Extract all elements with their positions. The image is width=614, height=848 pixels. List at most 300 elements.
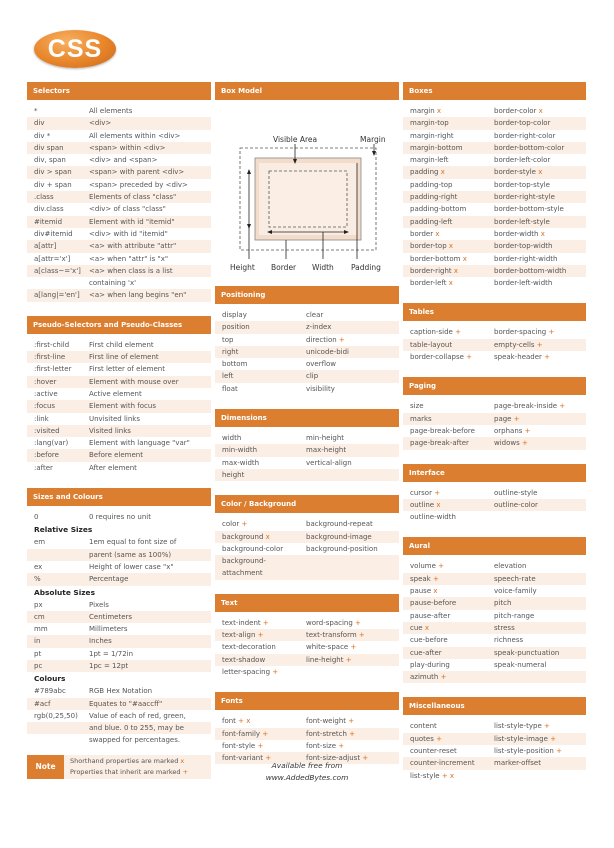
property-marker: x <box>438 168 445 177</box>
value: First child element <box>89 340 154 349</box>
note-line-inherit: Properties that inherit are marked + <box>70 767 189 776</box>
property-name: border-right-style <box>494 193 555 202</box>
property-name: text-align + <box>222 631 264 640</box>
column-1 <box>27 82 211 779</box>
list-item <box>27 734 211 746</box>
dimensions-list <box>215 432 399 481</box>
aural-header: Aural <box>403 537 586 555</box>
list-item <box>27 561 211 573</box>
aural-section <box>403 537 586 683</box>
property-marker: x <box>535 168 543 177</box>
property-marker: + <box>180 767 189 776</box>
property-row <box>403 326 586 338</box>
key: :link <box>34 414 49 423</box>
property-row <box>403 720 586 732</box>
list-item <box>27 289 211 301</box>
property-marker: x <box>431 587 438 596</box>
property-row <box>215 543 399 555</box>
property-row <box>403 560 586 572</box>
note-header: Note <box>27 755 64 779</box>
property-marker: + <box>431 488 441 497</box>
value: All elements within <div> <box>89 131 181 140</box>
value: Unvisited links <box>89 414 140 423</box>
property-name: border-left-color <box>494 156 551 165</box>
property-name: padding-bottom <box>410 205 467 214</box>
property-row <box>403 105 586 117</box>
list-item <box>27 166 211 178</box>
property-marker: x <box>434 107 442 115</box>
property-marker: + <box>255 741 264 750</box>
value: Elements of class "class" <box>89 193 177 202</box>
property-name: page-break-after <box>410 439 469 448</box>
value: <span> with parent <div> <box>89 168 185 177</box>
property-marker: + <box>260 618 269 627</box>
property-row <box>215 321 399 333</box>
note-line-shorthand: Shorthand properties are marked x <box>70 756 185 765</box>
property-marker: + <box>260 729 269 738</box>
property-name: text-shadow <box>222 655 266 664</box>
key: .class <box>34 193 54 202</box>
fonts-section <box>215 692 399 764</box>
value: <div> of class "class" <box>89 205 166 214</box>
property-name: border-color x <box>494 107 543 115</box>
list-item <box>27 599 211 611</box>
property-name: cue-before <box>410 636 448 645</box>
property-name: border-top-style <box>494 180 550 189</box>
list-item <box>27 623 211 635</box>
key: div <box>34 119 45 128</box>
property-name: outline-style <box>494 488 538 497</box>
property-row <box>215 444 399 456</box>
property-row <box>403 203 586 215</box>
footer <box>215 760 399 784</box>
label-visible-area: Visible Area <box>273 135 318 144</box>
property-marker: x <box>263 532 270 541</box>
property-name: pause-after <box>410 611 451 620</box>
property-name: text-indent + <box>222 618 269 627</box>
fonts-list <box>215 715 399 764</box>
list-item <box>27 573 211 585</box>
property-name: page-break-inside + <box>494 402 566 411</box>
property-name: background x <box>222 532 270 541</box>
key: div.class <box>34 205 64 214</box>
property-name: border-left-style <box>494 217 550 226</box>
property-row <box>403 166 586 178</box>
property-name: padding-top <box>410 180 453 189</box>
misc-list <box>403 720 586 781</box>
list-item <box>27 698 211 710</box>
pseudo-list <box>27 339 211 474</box>
property-row <box>403 425 586 437</box>
property-marker: x <box>538 229 545 238</box>
key: a[lang|='en'] <box>34 291 80 300</box>
property-row <box>403 117 586 129</box>
property-name: caption-side + <box>410 328 461 337</box>
list-item <box>27 685 211 697</box>
key: :after <box>34 463 53 472</box>
value: parent (same as 100%) <box>89 550 172 559</box>
value: 1pc = 12pt <box>89 661 129 670</box>
property-row <box>403 745 586 757</box>
property-name: border-top-color <box>494 119 551 128</box>
height-arrowhead-top <box>247 169 251 174</box>
paging-list <box>403 400 586 449</box>
property-row <box>215 469 399 481</box>
property-name: outline x <box>410 500 441 509</box>
dimensions-section <box>215 409 399 481</box>
property-row <box>215 740 399 752</box>
list-item <box>27 660 211 672</box>
property-name: text-transform + <box>306 631 365 640</box>
colour-bg-list <box>215 518 399 579</box>
key: 0 <box>34 513 39 522</box>
property-name: margin-bottom <box>410 143 463 152</box>
property-marker: + <box>519 439 528 448</box>
list-item <box>27 351 211 363</box>
label-padding: Padding <box>351 263 381 272</box>
property-row <box>403 733 586 745</box>
property-marker: x <box>451 266 459 275</box>
property-row <box>403 610 586 622</box>
sizes-list <box>27 511 211 747</box>
property-name: pitch-range <box>494 611 535 620</box>
key: div, span <box>34 156 66 165</box>
property-name: font-stretch + <box>306 729 355 738</box>
property-row <box>403 191 586 203</box>
positioning-section <box>215 286 399 395</box>
value: Element with language "var" <box>89 439 190 448</box>
key: :active <box>34 389 58 398</box>
property-marker: + <box>546 328 555 337</box>
property-name: cue-after <box>410 648 442 657</box>
property-name: marks <box>410 414 432 423</box>
property-name: background-attachment <box>222 557 266 578</box>
interface-list <box>403 487 586 524</box>
property-name: orphans + <box>494 426 531 435</box>
property-row <box>403 240 586 252</box>
property-marker: + <box>522 426 531 435</box>
key: #789abc <box>34 687 66 696</box>
property-name: margin-right <box>410 131 454 140</box>
value: Active element <box>89 389 142 398</box>
list-item <box>27 425 211 437</box>
property-row <box>403 585 586 597</box>
property-name: padding x <box>410 168 445 177</box>
property-name: speak-punctuation <box>494 648 560 657</box>
list-item <box>27 635 211 647</box>
property-name: counter-increment <box>410 759 475 768</box>
property-name: speak-header + <box>494 353 551 362</box>
list-item <box>27 105 211 117</box>
css-logo <box>34 30 116 68</box>
list-item <box>27 710 211 722</box>
key <box>27 734 89 746</box>
property-marker: + <box>346 729 355 738</box>
property-marker: + x <box>439 771 455 780</box>
list-item <box>27 722 211 734</box>
property-name: page + <box>494 414 520 423</box>
key: rgb(0,25,50) <box>34 711 78 720</box>
property-marker: x <box>422 623 429 632</box>
list-item <box>27 228 211 240</box>
value: <span> within <div> <box>89 143 166 152</box>
column-3 <box>403 82 586 796</box>
value: Centimeters <box>89 612 133 621</box>
property-name: font-family + <box>222 729 269 738</box>
property-row <box>403 351 586 363</box>
property-name: quotes + <box>410 734 442 743</box>
value: <div> with id "itemid" <box>89 229 168 238</box>
property-name: font-weight + <box>306 717 355 726</box>
property-row <box>403 659 586 671</box>
property-marker: + <box>343 655 352 664</box>
logo-text: CSS <box>47 35 103 63</box>
list-item <box>27 154 211 166</box>
key <box>27 722 89 734</box>
content-box <box>269 171 347 227</box>
list-item <box>27 388 211 400</box>
property-name: line-height + <box>306 655 352 664</box>
key: a[attr='x'] <box>34 254 71 263</box>
key: a[class~='x'] <box>34 266 81 275</box>
colours-list <box>27 685 211 746</box>
property-name: page-break-before <box>410 426 475 435</box>
property-name: outline-color <box>494 500 538 509</box>
value: Percentage <box>89 575 129 584</box>
property-name: border-width x <box>494 229 545 238</box>
property-name: display <box>222 311 247 319</box>
arrowhead-margin <box>372 151 376 156</box>
property-marker: + <box>541 353 551 362</box>
property-marker: + <box>433 734 442 743</box>
value: All elements <box>89 107 133 115</box>
property-marker: x <box>446 279 453 288</box>
key: a[attr] <box>34 242 57 251</box>
value: <div> and <span> <box>89 156 158 165</box>
label-width: Width <box>312 263 334 272</box>
key: pc <box>34 661 43 670</box>
boxes-section <box>403 82 586 289</box>
relative-sizes-list <box>27 536 211 585</box>
label-margin: Margin <box>360 135 386 144</box>
property-row <box>403 573 586 585</box>
key: :hover <box>34 377 57 386</box>
property-row <box>403 647 586 659</box>
value: 1pt = 1/72in <box>89 649 134 658</box>
property-name: list-style-type + <box>494 722 550 731</box>
property-marker: x <box>434 500 441 509</box>
property-marker: + <box>270 667 279 676</box>
property-name: border-bottom-width <box>494 266 567 275</box>
property-name: bottom <box>222 360 248 369</box>
property-row <box>215 666 399 678</box>
key <box>27 277 89 289</box>
property-row <box>403 671 586 683</box>
key: div > span <box>34 168 72 177</box>
property-row <box>403 499 586 511</box>
list-item <box>27 437 211 449</box>
property-name: table-layout <box>410 340 453 349</box>
property-marker: x <box>433 229 440 238</box>
property-name: border-right-width <box>494 254 558 263</box>
property-name: border-right x <box>410 266 459 275</box>
property-name: list-style-image + <box>494 734 557 743</box>
list-item <box>27 179 211 191</box>
property-marker: + <box>360 754 369 763</box>
property-row <box>403 770 586 782</box>
property-row <box>215 334 399 346</box>
key: :first-line <box>34 353 66 362</box>
property-name: width <box>222 434 242 443</box>
sizes-header: Sizes and Colours <box>27 488 211 506</box>
property-marker: + <box>255 631 264 640</box>
property-row <box>215 358 399 370</box>
positioning-header: Positioning <box>215 286 399 304</box>
selectors-list <box>27 105 211 302</box>
property-name: padding-left <box>410 217 453 226</box>
value: <a> when class is a list <box>89 266 173 275</box>
list-item <box>27 339 211 351</box>
property-marker: + <box>438 673 447 682</box>
property-name: background-repeat <box>306 520 373 529</box>
property-row <box>215 617 399 629</box>
property-marker: + <box>348 643 357 652</box>
property-marker: x <box>178 756 185 765</box>
property-name: color + <box>222 520 248 529</box>
absolute-sizes-title: Absolute Sizes <box>34 587 95 597</box>
property-name <box>306 555 399 580</box>
property-name: speak-numeral <box>494 660 547 669</box>
value: Element with mouse over <box>89 377 179 386</box>
property-name: min-width <box>222 446 258 455</box>
property-name: elevation <box>494 562 527 571</box>
boxes-list <box>403 105 586 289</box>
key: % <box>34 575 41 584</box>
property-name: z-index <box>306 323 332 332</box>
key: em <box>34 538 46 547</box>
property-name: margin-top <box>410 119 449 128</box>
property-name: stress <box>494 623 515 632</box>
list-item <box>27 449 211 461</box>
property-marker: x <box>460 254 467 263</box>
property-name: content <box>410 722 437 731</box>
property-marker: + <box>430 574 439 583</box>
property-marker: + <box>557 402 566 411</box>
value: <a> with attribute "attr" <box>89 242 177 251</box>
key: #itemid <box>34 217 63 226</box>
property-marker: x <box>536 107 543 115</box>
key: :before <box>34 451 59 460</box>
property-name: border-left x <box>410 279 453 288</box>
text-section <box>215 594 399 678</box>
property-name: border-top x <box>410 242 454 251</box>
value: 0 requires no unit <box>89 513 151 522</box>
property-name: cursor + <box>410 488 441 497</box>
property-marker: + <box>352 618 361 627</box>
property-name: clip <box>306 372 319 381</box>
value: swapped for percentages. <box>89 736 181 745</box>
property-name: font + x <box>222 717 251 726</box>
property-name: max-width <box>222 458 260 467</box>
boxes-header: Boxes <box>403 82 586 100</box>
list-item <box>27 191 211 203</box>
property-row <box>403 597 586 609</box>
footer-link[interactable]: www.AddedBytes.com <box>265 773 349 782</box>
value: Height of lower case "x" <box>89 562 174 571</box>
property-row <box>215 457 399 469</box>
list-item <box>27 536 211 548</box>
property-marker: + <box>435 562 445 571</box>
aural-list <box>403 560 586 683</box>
property-name: position <box>222 323 250 332</box>
property-name: background-image <box>306 532 372 541</box>
note-body <box>64 755 211 779</box>
list-item <box>27 511 211 523</box>
key: #acf <box>34 699 51 708</box>
paging-header: Paging <box>403 377 586 395</box>
property-row <box>215 518 399 530</box>
property-name: list-style-position + <box>494 746 562 755</box>
property-row <box>215 432 399 444</box>
key: :visited <box>34 426 60 435</box>
key: div span <box>34 143 64 152</box>
property-name: height <box>222 470 245 479</box>
property-name: voice-family <box>494 587 537 596</box>
property-name: pause-before <box>410 599 457 608</box>
property-name: richness <box>494 636 524 645</box>
value: Inches <box>89 637 112 646</box>
property-row <box>403 216 586 228</box>
property-name: left <box>222 372 234 381</box>
label-height: Height <box>230 263 255 272</box>
absolute-sizes-list <box>27 599 211 673</box>
property-name: visibility <box>306 384 335 393</box>
key: :first-letter <box>34 365 72 374</box>
value: Element with id "itemid" <box>89 217 175 226</box>
property-row <box>403 130 586 142</box>
selectors-section <box>27 82 211 302</box>
key: div + span <box>34 180 72 189</box>
property-name: counter-reset <box>410 746 457 755</box>
list-item <box>27 376 211 388</box>
key: in <box>34 637 41 646</box>
list-item <box>27 648 211 660</box>
property-name: border-collapse + <box>410 353 472 362</box>
property-row <box>403 413 586 425</box>
box-model-section <box>215 82 399 276</box>
pseudo-header: Pseudo-Selectors and Pseudo-Classes <box>27 316 211 334</box>
property-name: border-bottom-style <box>494 205 564 214</box>
paging-section <box>403 377 586 449</box>
property-name: widows + <box>494 439 528 448</box>
interface-header: Interface <box>403 464 586 482</box>
property-name: right <box>222 347 239 356</box>
property-row <box>403 400 586 412</box>
property-row <box>215 383 399 395</box>
value: Value of each of red, green, <box>89 711 186 720</box>
property-marker: + <box>511 414 520 423</box>
list-item <box>27 413 211 425</box>
property-name: vertical-align <box>306 458 352 467</box>
property-name: marker-offset <box>494 759 541 768</box>
property-name: max-height <box>306 446 347 455</box>
box-model-diagram <box>215 104 399 276</box>
value: containing 'x' <box>89 279 137 288</box>
property-name: white-space + <box>306 643 357 652</box>
key: mm <box>34 625 48 634</box>
box-model-header: Box Model <box>215 82 399 100</box>
property-row <box>403 228 586 240</box>
